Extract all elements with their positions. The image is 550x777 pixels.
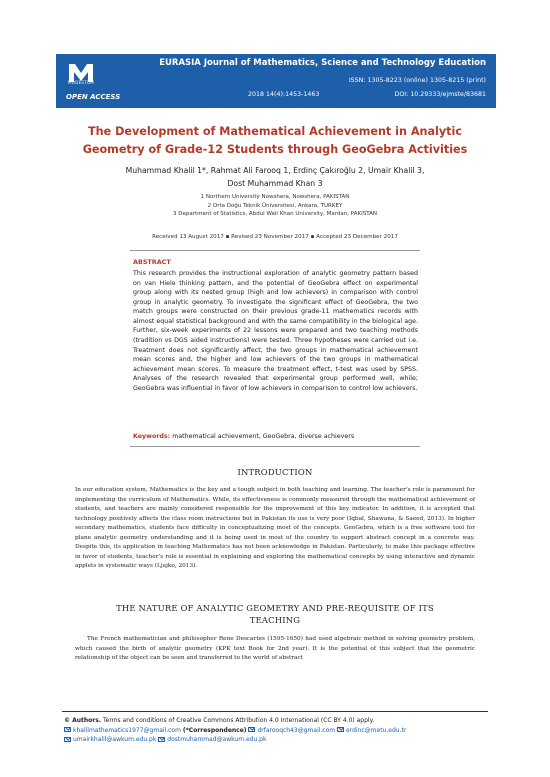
emails-line-1 — [64, 726, 488, 736]
journal-title: EURASIA Journal of Mathematics, Science and Technology Education — [159, 58, 486, 68]
correspondence-label: (*Correspondence) — [182, 726, 247, 734]
abstract-heading: ABSTRACT — [133, 258, 171, 266]
email-link[interactable]: erdinc@metu.edu.tr — [346, 726, 407, 734]
authors-line-2: Dost Muhammad Khan 3 — [227, 179, 323, 188]
copyright-label: © Authors. — [64, 717, 102, 724]
section-heading-line-2: TEACHING — [249, 614, 301, 625]
open-access-label: OPEN ACCESS — [66, 93, 121, 101]
email-icon — [248, 727, 255, 732]
abstract-bottom-divider — [130, 446, 420, 447]
title-line-2: Geometry of Grade-12 Students through GeoGebra Activities — [82, 143, 468, 156]
footer — [64, 716, 488, 745]
email-icon — [64, 727, 71, 732]
author-list — [60, 164, 490, 190]
section-text: The French mathematician and philosopher Rene Descartes (1595-1650) had used algebraic method in solving geometry problem, which caused the birth of analytic geometry (KPK text Book for 2nd year). It is the potential of this subject that the geometric relationship of the object can be seen and transferred to the world of abstract — [75, 636, 475, 661]
email-icon — [64, 737, 71, 742]
volume-pages: 2018 14(4):1453-1463 — [248, 91, 320, 98]
email-icon — [337, 727, 344, 732]
authors-line-1: Muhammad Khalil 1*, Rahmat Ali Farooq 1, Erdinç Çakıroğlu 2, Umair Khalil 3, — [125, 166, 425, 175]
emails-line-2 — [64, 735, 488, 745]
license-line — [64, 716, 488, 726]
email-link[interactable]: umairkhalil@awkum.edu.pk — [73, 736, 157, 744]
journal-banner — [56, 54, 496, 108]
section-heading — [60, 603, 490, 626]
paper-title — [60, 123, 490, 159]
logo-wordmark: MODESTUM — [68, 80, 94, 85]
section-heading-line-1: THE NATURE OF ANALYTIC GEOMETRY AND PRE-REQUISITE OF ITS — [116, 603, 434, 613]
modestum-logo-icon — [66, 60, 96, 90]
keywords — [133, 433, 418, 440]
affiliation-1: 1 Northern University Nowshera, Nowshera, PAKISTAN — [200, 194, 350, 200]
email-link[interactable]: khalilmathematics1977@gmail.com — [73, 726, 181, 734]
email-link[interactable]: dostmuhammad@awkum.edu.pk — [167, 736, 267, 744]
article-dates: Received 13 August 2017 ▪ Revised 23 November 2017 ▪ Accepted 23 December 2017 — [152, 234, 398, 240]
doi[interactable]: DOI: 10.29333/ejmste/83681 — [394, 91, 486, 98]
keywords-label: Keywords: — [133, 433, 171, 440]
email-icon — [158, 737, 165, 742]
issn: ISSN: 1305-8223 (online) 1305-8215 (print) — [348, 77, 486, 84]
abstract-top-divider — [130, 250, 420, 251]
abstract-text: This research provides the instructional exploration of analytic geometry pattern based on van Hiele thinking pattern, and the potential of GeoGebra effect on experimental group along with its nested group (high and low achievers) in comparison with control group in analytic geometry. To investigate the significant effect of GeoGebra, the two match groups were constructed on their previous grade-11 mathematics records with almost equal statistical background and with the same compatibility in the biological age. Further, six-week experiments of 22 lessons were prepared and two teaching methods (tradition vs DGS aided instructions) were tested. Three hypotheses were carried out i.e. Treatment does not significantly affect, the two groups in mathematical achievement mean scores and, the higher and low achievers of the two groups in mathematical achievement mean scores. To measure the treatment effect, t-test was used by SPSS. Analyses of the research revealed that experimental group performed well, while; GeoGebra was influential in favor of low achievers in comparison to control low achievers. — [133, 270, 418, 392]
introduction-heading: INTRODUCTION — [237, 467, 313, 477]
affiliations — [60, 193, 490, 219]
license-text: Terms and conditions of Creative Commons Attribution 4.0 International (CC BY 4.0) apply. — [103, 717, 375, 724]
footer-divider — [62, 711, 488, 712]
affiliation-2: 2 Orta Doğu Teknik Üniversitesi, Ankara, TURKEY — [207, 202, 343, 209]
keywords-list: mathematical achievement, GeoGebra, diverse achievers — [172, 433, 355, 440]
affiliation-3: 3 Department of Statistics, Abdul Wali Khan University, Mardan, PAKISTAN — [172, 211, 378, 218]
email-link[interactable]: drfarooqch43@gmail.com — [257, 726, 336, 734]
title-line-1: The Development of Mathematical Achievement in Analytic — [88, 125, 462, 138]
introduction-text: In our education system, Mathematics is the key and a tough subject in both teaching and learning. The teacher’s role is paramount for implementing the curriculum of Mathematics. While, its effectiveness is commonly measured through the mathematical achievement of students, and teachers are mainly considered responsible for the improvement of this key indicator. In addition, it is accepted that technology positively affects the class room instructions but in Pakistan its use is very poor (Iqbal, Shawana, & Saeed, 2013). In higher secondary mathematics, students face difficulty in conceptualizing most of the concepts. GeoGebra, which is a free software tool for plane analytic geometry understanding and it is being used in most of the country to support abstract concept in a concrete way. Despite this, its application in teaching Mathematics has not been acknowledge in Pakistan. Particularly, to make this package effective in favor of students, teacher’s role is essential in explaining and exploring the mathematical concepts by using interactive and dynamic applets in systematic ways (Ljajko, 2013). — [75, 487, 475, 569]
